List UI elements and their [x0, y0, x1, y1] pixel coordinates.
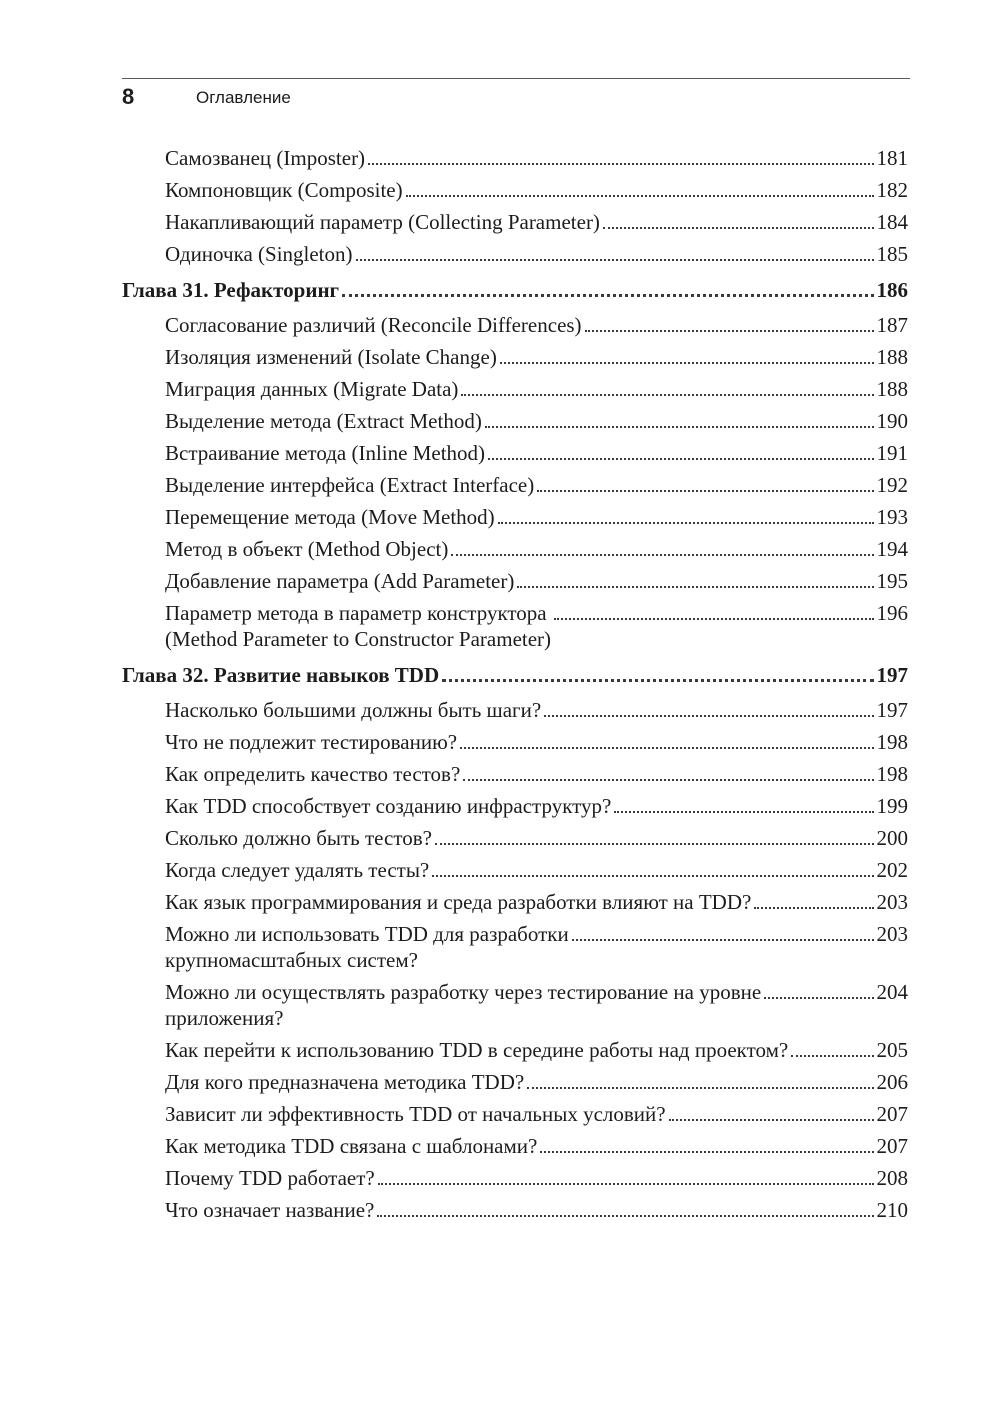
- toc-section-entry[interactable]: [122, 241, 908, 267]
- toc-section-entry[interactable]: [122, 825, 908, 851]
- toc-section-entry[interactable]: [122, 440, 908, 466]
- toc-entry-title: [165, 568, 514, 594]
- toc-page-number: 205: [876, 1038, 908, 1062]
- toc-entry-title: [165, 825, 432, 851]
- dot-leader: [485, 426, 874, 428]
- dot-leader: [669, 1119, 874, 1121]
- dot-leader: [764, 997, 873, 999]
- toc-section-entry[interactable]: [122, 145, 908, 171]
- toc-page-number: 204: [876, 980, 908, 1004]
- toc-entry-title: [165, 600, 551, 652]
- toc-page-number: 192: [876, 473, 908, 497]
- dot-leader: [527, 1087, 873, 1089]
- toc-page-number: 203: [876, 922, 908, 946]
- toc-entry-title-text: Самозванец (Imposter): [165, 146, 366, 170]
- toc-entry-title: [165, 979, 761, 1031]
- dot-leader: [378, 1183, 874, 1185]
- toc-section-entry[interactable]: [122, 889, 908, 915]
- toc-entry-title-text: Изоляция изменений (Isolate Change): [165, 345, 497, 369]
- dot-leader: [488, 458, 873, 460]
- toc-page-number: 182: [876, 178, 908, 202]
- toc-section-entry[interactable]: [122, 1069, 908, 1095]
- dot-leader: [603, 227, 874, 229]
- toc-section-entry[interactable]: [122, 344, 908, 370]
- toc-page-number: 198: [876, 730, 908, 754]
- toc-page-number: 197: [876, 698, 908, 722]
- toc-section-entry[interactable]: [122, 793, 908, 819]
- toc-section-entry[interactable]: [122, 1037, 908, 1063]
- toc-entry-title-text: Насколько большими должны быть шаги?: [165, 698, 542, 722]
- toc-section-entry[interactable]: [122, 177, 908, 203]
- toc-entry-title: [165, 729, 457, 755]
- toc-entry-title-text: Как язык программирования и среда разработки влияют на TDD?: [165, 890, 752, 914]
- toc-entry-title: [165, 761, 460, 787]
- dot-leader: [435, 843, 874, 845]
- toc-entry-title: [165, 440, 485, 466]
- toc-page-number: 195: [876, 569, 908, 593]
- dot-leader: [572, 939, 874, 941]
- toc-entry-title-text: Перемещение метода (Move Method): [165, 505, 495, 529]
- toc-section-entry[interactable]: [122, 697, 908, 723]
- toc-page-number: 188: [876, 345, 908, 369]
- toc-entry-title-line1: Можно ли использовать TDD для разработки: [165, 922, 569, 946]
- toc-section-entry[interactable]: [122, 504, 908, 530]
- toc-entry-title: [165, 209, 600, 235]
- toc-entry-title-text: Что означает название?: [165, 1198, 375, 1222]
- toc-entry-title: [165, 472, 534, 498]
- toc-page-number: 196: [876, 601, 908, 625]
- toc-page-number: 184: [876, 210, 908, 234]
- running-title: Оглавление: [196, 88, 291, 107]
- toc-entry-title: [165, 1197, 374, 1223]
- dot-leader: [540, 1151, 873, 1153]
- table-of-contents: [122, 145, 908, 1229]
- dot-leader: [451, 554, 873, 556]
- toc-entry-title-text: Глава 31. Рефакторинг: [122, 278, 340, 302]
- toc-entry-title-text: Выделение метода (Extract Method): [165, 409, 482, 433]
- dot-leader: [537, 490, 873, 492]
- toc-entry-title-text: Сколько должно быть тестов?: [165, 826, 432, 850]
- dot-leader: [460, 747, 873, 749]
- toc-section-entry[interactable]: [122, 312, 908, 338]
- toc-entry-title-text: Как TDD способствует созданию инфраструктур?: [165, 794, 612, 818]
- toc-entry-title: [165, 921, 569, 973]
- toc-page-number: 188: [876, 377, 908, 401]
- toc-entry-title: [165, 504, 495, 530]
- toc-page-number: 191: [876, 441, 908, 465]
- toc-page-number: 193: [876, 505, 908, 529]
- toc-entry-title-text: Как методика TDD связана с шаблонами?: [165, 1134, 538, 1158]
- toc-page-number: 186: [876, 278, 908, 302]
- toc-section-entry[interactable]: [122, 857, 908, 883]
- toc-entry-title: [165, 344, 497, 370]
- toc-entry-title: [165, 857, 429, 883]
- dot-leader: [791, 1055, 873, 1057]
- dot-leader: [498, 522, 874, 524]
- toc-entry-title-text: Накапливающий параметр (Collecting Parameter): [165, 210, 600, 234]
- dot-leader: [356, 259, 874, 261]
- toc-entry-title-text: Выделение интерфейса (Extract Interface): [165, 473, 535, 497]
- toc-section-entry[interactable]: [122, 921, 908, 973]
- toc-entry-title: [165, 1101, 666, 1127]
- dot-leader: [585, 330, 874, 332]
- toc-entry-title: [165, 697, 541, 723]
- toc-page-number: 203: [876, 890, 908, 914]
- dot-leader: [442, 679, 873, 682]
- toc-page-number: 202: [876, 858, 908, 882]
- toc-entry-title-text: Миграция данных (Migrate Data): [165, 377, 459, 401]
- toc-entry-title-line1: Параметр метода в параметр конструктора: [165, 601, 547, 625]
- header-rule: [122, 78, 910, 79]
- toc-entry-title-text: Как перейти к использованию TDD в середине работы над проектом?: [165, 1038, 789, 1062]
- toc-entry-title-text: Одиночка (Singleton): [165, 242, 353, 266]
- toc-section-entry[interactable]: [122, 209, 908, 235]
- toc-entry-title: [165, 376, 458, 402]
- toc-page-number: 190: [876, 409, 908, 433]
- toc-section-entry[interactable]: [122, 729, 908, 755]
- toc-entry-title: [165, 408, 482, 434]
- toc-entry-title: [165, 793, 611, 819]
- toc-page-number: 200: [876, 826, 908, 850]
- toc-chapter-entry[interactable]: [122, 277, 908, 303]
- dot-leader: [463, 779, 873, 781]
- toc-entry-title-text: Согласование различий (Reconcile Differences): [165, 313, 582, 337]
- toc-entry-title: [122, 277, 339, 303]
- toc-section-entry[interactable]: [122, 1165, 908, 1191]
- toc-section-entry[interactable]: [122, 600, 908, 652]
- toc-entry-title-text: Глава 32. Развитие навыков TDD: [122, 663, 440, 687]
- toc-entry-title: [165, 241, 353, 267]
- toc-entry-title: [165, 177, 403, 203]
- dot-leader: [342, 294, 873, 297]
- toc-page-number: 207: [876, 1102, 908, 1126]
- toc-section-entry[interactable]: [122, 472, 908, 498]
- dot-leader: [377, 1215, 873, 1217]
- toc-section-entry[interactable]: [122, 536, 908, 562]
- toc-section-entry[interactable]: [122, 1101, 908, 1127]
- toc-entry-title-text: приложения?: [165, 1006, 284, 1030]
- toc-entry-title: [165, 1133, 537, 1159]
- toc-entry-title-line1: Можно ли осуществлять разработку через тестирование на уровне: [165, 980, 762, 1004]
- dot-leader: [406, 195, 874, 197]
- toc-entry-title-text: Как определить качество тестов?: [165, 762, 461, 786]
- dot-leader: [461, 394, 873, 396]
- toc-entry-title-text: Встраивание метода (Inline Method): [165, 441, 486, 465]
- dot-leader: [368, 163, 873, 165]
- toc-chapter-entry[interactable]: [122, 662, 908, 688]
- toc-entry-title: [165, 1069, 524, 1095]
- toc-entry-title-text: крупномасштабных систем?: [165, 948, 418, 972]
- dot-leader: [432, 875, 873, 877]
- toc-entry-title-text: Зависит ли эффективность TDD от начальных условий?: [165, 1102, 666, 1126]
- toc-entry-title: [165, 889, 751, 915]
- toc-page-number: 207: [876, 1134, 908, 1158]
- toc-section-entry[interactable]: [122, 1133, 908, 1159]
- dot-leader: [754, 907, 873, 909]
- toc-entry-title: [165, 1037, 788, 1063]
- toc-page-number: 181: [876, 146, 908, 170]
- toc-page-number: 208: [876, 1166, 908, 1190]
- dot-leader: [517, 586, 873, 588]
- toc-section-entry[interactable]: [122, 568, 908, 594]
- toc-page-number: 187: [876, 313, 908, 337]
- toc-entry-title: [165, 536, 448, 562]
- toc-entry-title-text: (Method Parameter to Constructor Parameter): [165, 627, 552, 651]
- page-number: 8: [122, 84, 135, 109]
- toc-entry-title-text: Компоновщик (Composite): [165, 178, 403, 202]
- toc-entry-title-text: Когда следует удалять тесты?: [165, 858, 430, 882]
- toc-entry-title: [165, 312, 582, 338]
- toc-entry-title: [165, 1165, 375, 1191]
- toc-entry-title: [165, 145, 365, 171]
- toc-entry-title: [122, 662, 439, 688]
- toc-page-number: 199: [876, 794, 908, 818]
- toc-section-entry[interactable]: [122, 408, 908, 434]
- toc-page-number: 185: [876, 242, 908, 266]
- toc-entry-title-text: Почему TDD работает?: [165, 1166, 375, 1190]
- dot-leader: [500, 362, 874, 364]
- dot-leader: [554, 618, 873, 620]
- toc-page-number: 197: [876, 663, 908, 687]
- toc-page-number: 198: [876, 762, 908, 786]
- toc-section-entry[interactable]: [122, 376, 908, 402]
- toc-entry-title-text: Метод в объект (Method Object): [165, 537, 449, 561]
- toc-page-number: 206: [876, 1070, 908, 1094]
- toc-section-entry[interactable]: [122, 1197, 908, 1223]
- dot-leader: [614, 811, 873, 813]
- dot-leader: [544, 715, 873, 717]
- toc-section-entry[interactable]: [122, 761, 908, 787]
- toc-page-number: 194: [876, 537, 908, 561]
- toc-page-number: 210: [876, 1198, 908, 1222]
- toc-entry-title-text: Что не подлежит тестированию?: [165, 730, 458, 754]
- toc-entry-title-text: Добавление параметра (Add Parameter): [165, 569, 515, 593]
- toc-section-entry[interactable]: [122, 979, 908, 1031]
- toc-entry-title-text: Для кого предназначена методика TDD?: [165, 1070, 525, 1094]
